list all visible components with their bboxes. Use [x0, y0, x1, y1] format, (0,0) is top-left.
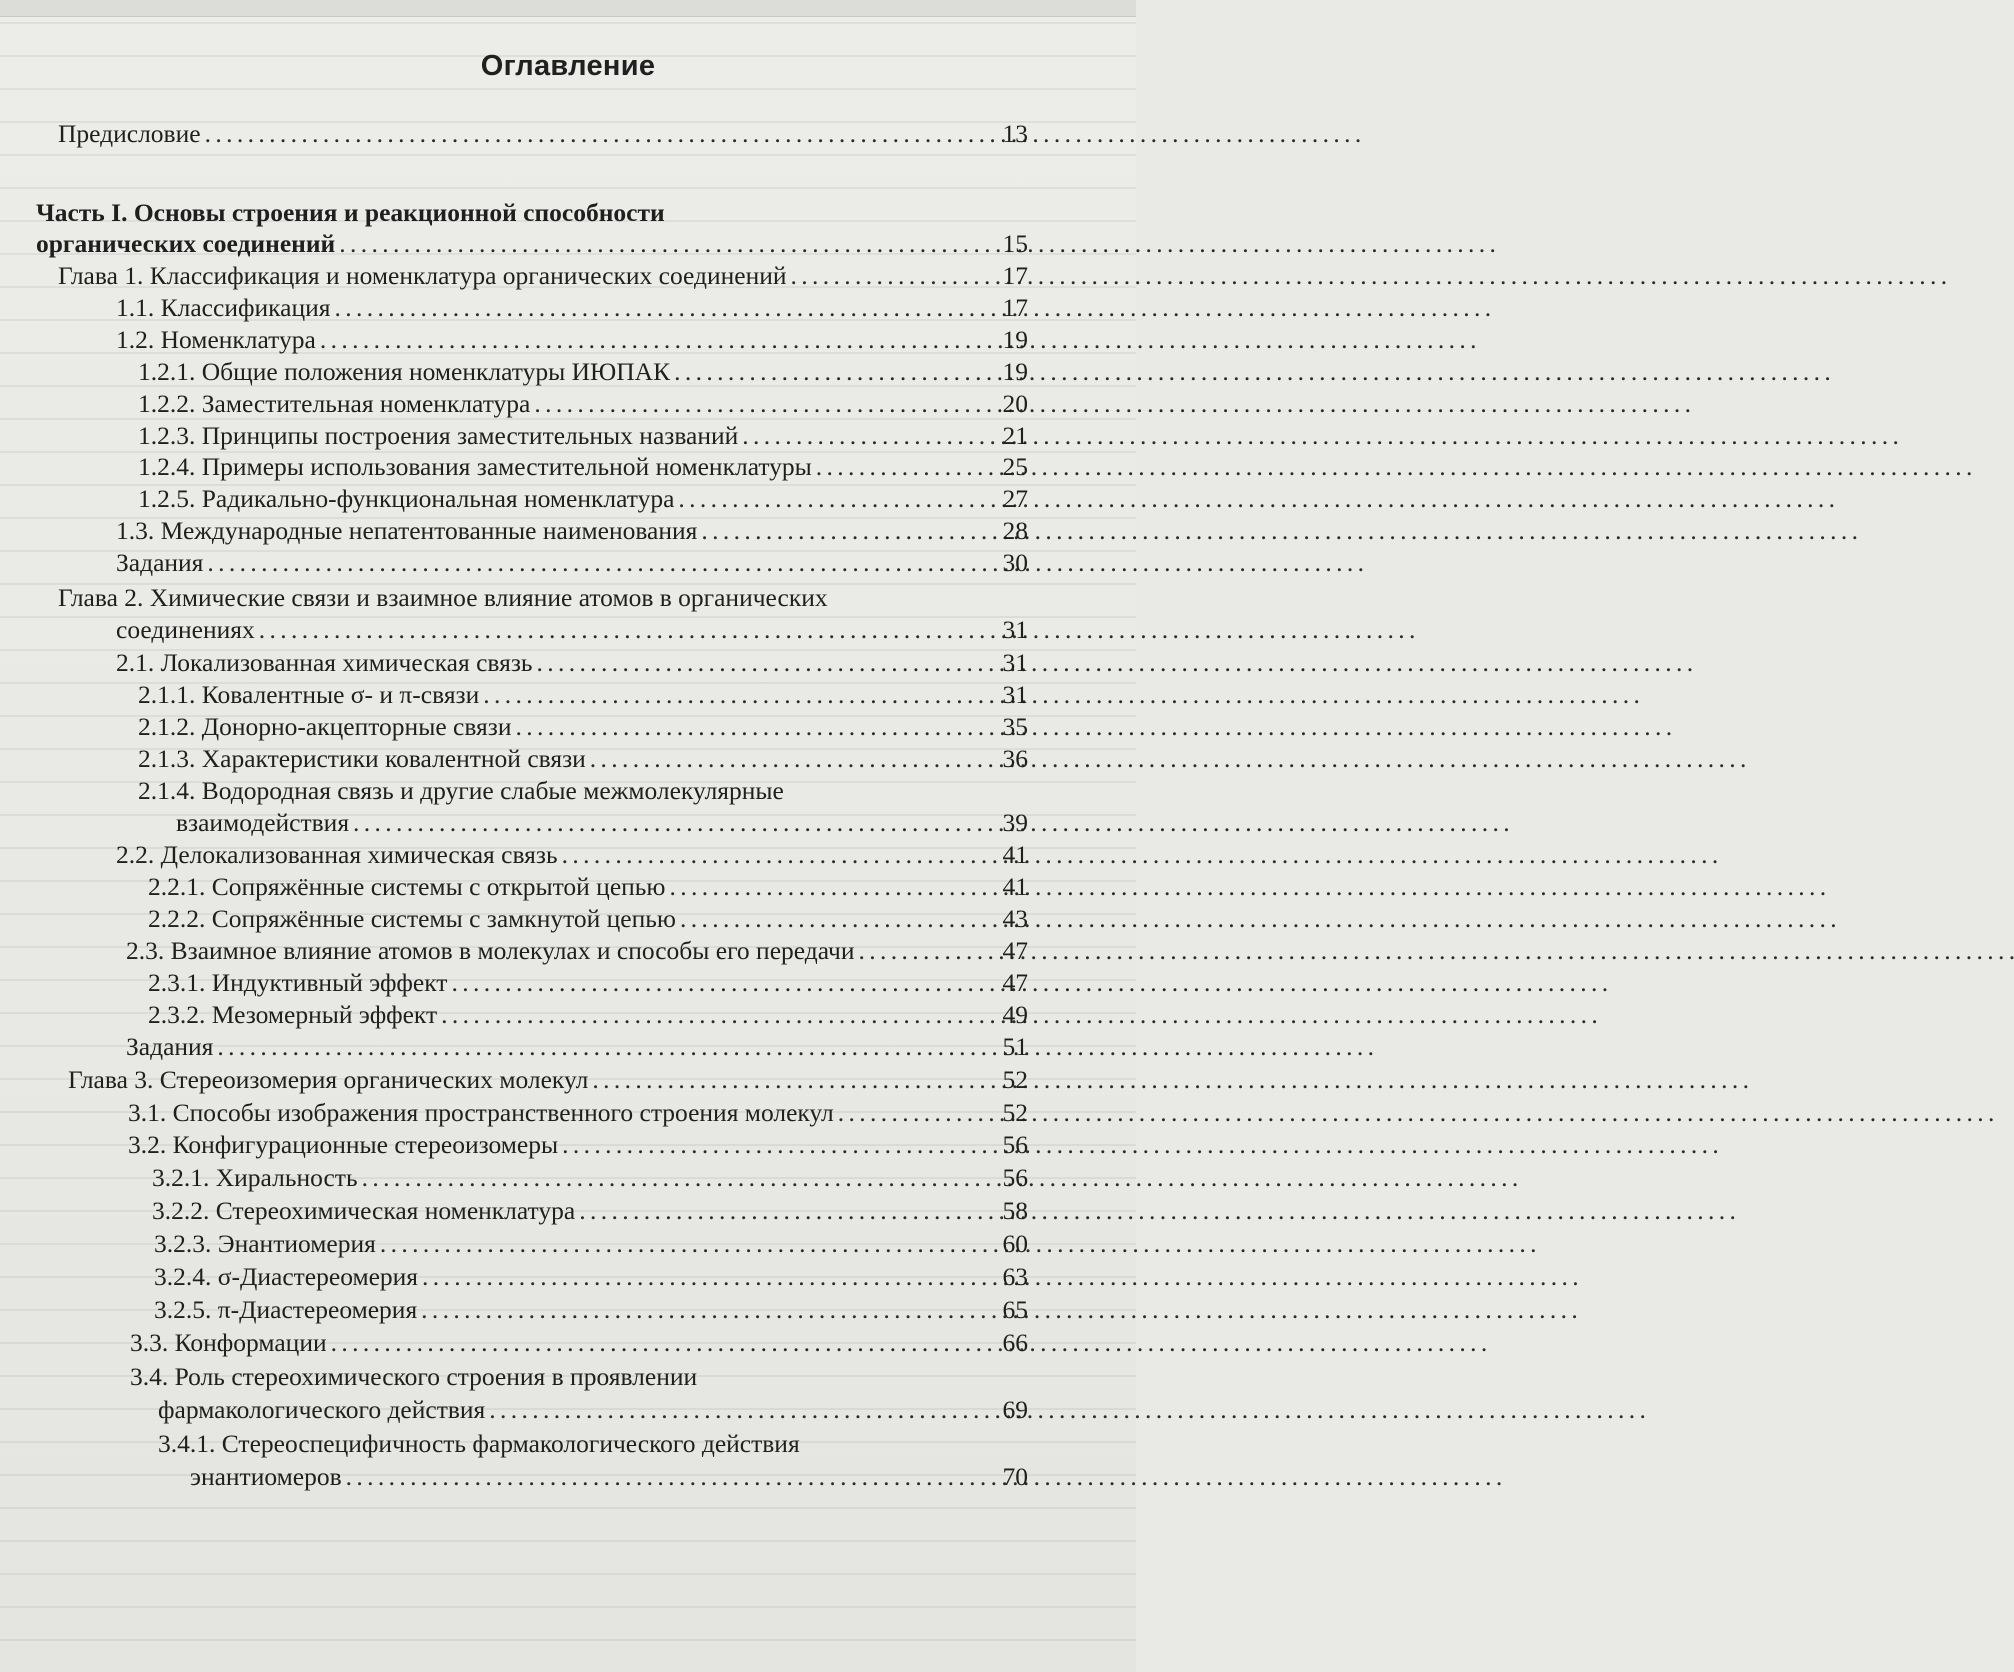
toc-entry-section: [116, 838, 1028, 871]
toc-entry-subsection: [152, 1161, 1028, 1194]
toc-page-number: 47: [1002, 936, 1028, 965]
toc-page-number: 31: [1002, 680, 1028, 709]
toc-section-title: 3.4. Роль стереохимического строения в проявлении: [130, 1362, 698, 1391]
toc-entry-title: 3.2.4. σ-Диастереомерия: [154, 1262, 419, 1291]
toc-entry-title: 2.1.3. Характеристики ковалентной связи: [138, 744, 586, 773]
dot-leader: [421, 1293, 986, 1326]
dot-leader: [320, 323, 986, 356]
dot-leader: [207, 546, 986, 579]
toc-entry-title: 2.1.1. Ковалентные σ- и π-связи: [138, 680, 480, 709]
dot-leader: [816, 450, 986, 483]
toc-page-number: 20: [1002, 389, 1028, 418]
toc-entry-title: фармакологического действия: [158, 1395, 486, 1424]
dot-leader: [592, 1063, 986, 1096]
dot-leader: [516, 710, 987, 743]
toc-page-number: 15: [1002, 229, 1028, 258]
toc-entry-title: 3.2.5. π-Диастереомерия: [154, 1295, 418, 1324]
toc-entry-chapter-3: [68, 1063, 1028, 1096]
toc-entry-title: 3.2.3. Энантиомерия: [154, 1229, 376, 1258]
toc-entry-title: соединениях: [116, 615, 255, 644]
toc-page-number: 41: [1002, 840, 1028, 869]
dot-leader: [742, 419, 986, 452]
dot-leader: [339, 227, 986, 260]
toc-page-number: 39: [1002, 808, 1028, 837]
toc-entry-subsection: [152, 1194, 1028, 1227]
toc-entry-subsection: [138, 482, 1028, 515]
toc-page-number: 30: [1002, 548, 1028, 577]
toc-page-number: 21: [1002, 421, 1028, 450]
toc-page-number: 25: [1002, 452, 1028, 481]
toc-entry-title: 2.3.1. Индуктивный эффект: [148, 968, 448, 997]
toc-page-number: 69: [1002, 1395, 1028, 1424]
toc-entry-section: [158, 1393, 1028, 1426]
toc-entry-section: [116, 646, 1028, 679]
toc-entry-title: 3.2.2. Стереохимическая номенклатура: [152, 1196, 576, 1225]
dot-leader: [346, 1460, 986, 1493]
toc-page-number: 60: [1002, 1229, 1028, 1258]
toc-entry-title: 1.2.3. Принципы построения заместительных названий: [138, 421, 739, 450]
toc-entry-section: [128, 1096, 1028, 1129]
toc-entry-title: 1.2.1. Общие положения номенклатуры ИЮПАК: [138, 357, 671, 386]
toc-page-number: 63: [1002, 1262, 1028, 1291]
toc-page-number: 19: [1002, 357, 1028, 386]
toc-entry-section: [128, 1128, 1028, 1161]
dot-leader: [217, 1030, 986, 1063]
dot-leader: [422, 1260, 986, 1293]
toc-page-number: 47: [1002, 968, 1028, 997]
toc-page-number: 52: [1002, 1065, 1028, 1094]
toc-entry-subsection: [138, 419, 1028, 452]
page-title: Оглавление: [480, 50, 656, 82]
dot-leader: [680, 902, 986, 935]
toc-entry-title: энантиомеров: [190, 1462, 342, 1491]
toc-entry-subsection: [176, 806, 1028, 839]
dot-leader: [353, 806, 986, 839]
toc-entry-title: 3.2.1. Хиральность: [152, 1163, 358, 1192]
toc-entry-section: [116, 291, 1028, 324]
dot-leader: [701, 514, 986, 547]
toc-entry-part-1: [36, 227, 1028, 260]
toc-entry-subsection: [138, 355, 1028, 388]
dot-leader: [380, 1227, 986, 1260]
toc-entry-title: 3.2. Конфигурационные стереоизомеры: [128, 1130, 559, 1159]
toc-entry-title: Предисловие: [58, 119, 201, 148]
toc-subsection-title: 3.4.1. Стереоспецифичность фармакологического действия: [158, 1429, 800, 1458]
toc-entry-chapter-2: [116, 613, 1028, 646]
toc-entry-subsection: [148, 902, 1028, 935]
dot-leader: [483, 678, 986, 711]
toc-entry-exercises: [126, 1030, 1028, 1063]
toc-page-number: 58: [1002, 1196, 1028, 1225]
dot-leader: [674, 355, 986, 388]
toc-entry-title: 2.3. Взаимное влияние атомов в молекулах и способы его передачи: [126, 936, 855, 965]
toc-chapter-title: Глава 2. Химические связи и взаимное влияние атомов в органических: [58, 583, 828, 612]
toc-entry-title: Задания: [126, 1032, 214, 1061]
toc-part-title: Часть I. Основы строения и реакционной способности: [36, 198, 665, 227]
toc-entry-exercises: [116, 546, 1028, 579]
toc-entry-title: Задания: [116, 548, 204, 577]
toc-entry-title: 2.2.2. Сопряжённые системы с замкнутой цепью: [148, 904, 676, 933]
toc-entry-subsection: [138, 710, 1028, 743]
toc-entry-title: 1.3. Международные непатентованные наименования: [116, 516, 698, 545]
toc-page-number: 52: [1002, 1098, 1028, 1127]
toc-page-number: 28: [1002, 516, 1028, 545]
toc-entry-title: взаимодействия: [176, 808, 350, 837]
toc-page-number: 17: [1002, 293, 1028, 322]
toc-entry-preface: [58, 117, 1028, 150]
dot-leader: [579, 1194, 986, 1227]
dot-leader: [537, 646, 986, 679]
toc-entry-title: 1.1. Классификация: [116, 293, 331, 322]
toc-entry-title: 1.2.4. Примеры использования заместительной номенклатуры: [138, 452, 812, 481]
toc-page-number: 27: [1002, 484, 1028, 513]
dot-leader: [562, 838, 986, 871]
toc-entry-section: [116, 323, 1028, 356]
toc-entry-title: 3.1. Способы изображения пространственного строения молекул: [128, 1098, 834, 1127]
dot-leader: [451, 966, 986, 999]
dot-leader: [441, 998, 986, 1031]
toc-page-number: 19: [1002, 325, 1028, 354]
dot-leader: [534, 387, 986, 420]
dot-leader: [859, 934, 987, 967]
dot-leader: [791, 259, 986, 292]
toc-page-number: 17: [1002, 261, 1028, 290]
toc-entry-title: 2.2.1. Сопряжённые системы с открытой цепью: [148, 872, 666, 901]
toc-entry-subsection: [138, 450, 1028, 483]
dot-leader: [590, 742, 986, 775]
toc-entry-subsection: [154, 1293, 1028, 1326]
dot-leader: [838, 1096, 986, 1129]
dot-leader: [678, 482, 986, 515]
toc-page-number: 43: [1002, 904, 1028, 933]
toc-entry-title: 3.3. Конформации: [130, 1328, 327, 1357]
toc-entry-title: 2.2. Делокализованная химическая связь: [116, 840, 558, 869]
toc-page-number: 35: [1002, 712, 1028, 741]
toc-entry-subsection: [148, 870, 1028, 903]
toc-page-number: 36: [1002, 744, 1028, 773]
toc-entry-title: 2.1. Локализованная химическая связь: [116, 648, 533, 677]
toc-page-number: 70: [1002, 1462, 1028, 1491]
toc-page-number: 49: [1002, 1000, 1028, 1029]
toc-entry-subsection: [148, 966, 1028, 999]
dot-leader: [259, 613, 986, 646]
toc-page-number: 51: [1002, 1032, 1028, 1061]
dot-leader: [362, 1161, 986, 1194]
toc-page-number: 66: [1002, 1328, 1028, 1357]
toc-page-number: 31: [1002, 615, 1028, 644]
dot-leader: [562, 1128, 986, 1161]
toc-subsection-title: 2.1.4. Водородная связь и другие слабые межмолекулярные: [138, 776, 784, 805]
dot-leader: [334, 291, 986, 324]
toc-entry-subsection: [154, 1227, 1028, 1260]
toc-entry-title: органических соединений: [36, 229, 336, 258]
toc-entry-title: Глава 3. Стереоизомерия органических молекул: [68, 1065, 589, 1094]
dot-leader: [669, 870, 986, 903]
toc-entry-section: [126, 934, 1028, 967]
toc-entry-subsection: [154, 1260, 1028, 1293]
toc-page-number: 31: [1002, 648, 1028, 677]
toc-entry-section: [116, 514, 1028, 547]
toc-page-number: 56: [1002, 1163, 1028, 1192]
toc-page-number: 56: [1002, 1130, 1028, 1159]
toc-page-number: 65: [1002, 1295, 1028, 1324]
dot-leader: [489, 1393, 986, 1426]
toc-page-number: 41: [1002, 872, 1028, 901]
toc-entry-title: 1.2.2. Заместительная номенклатура: [138, 389, 531, 418]
toc-entry-title: 2.1.2. Донорно-акцепторные связи: [138, 712, 512, 741]
toc-entry-section: [130, 1326, 1028, 1359]
toc-entry-title: 2.3.2. Мезомерный эффект: [148, 1000, 438, 1029]
toc-page-number: 13: [1002, 119, 1028, 148]
toc-entry-subsection: [138, 387, 1028, 420]
toc-entry-title: Глава 1. Классификация и номенклатура органических соединений: [58, 261, 787, 290]
toc-entry-chapter-1: [58, 259, 1028, 292]
toc-entry-subsection: [190, 1460, 1028, 1493]
toc-entry-subsection: [138, 678, 1028, 711]
toc-entry-title: 1.2. Номенклатура: [116, 325, 316, 354]
dot-leader: [205, 117, 986, 150]
toc-entry-title: 1.2.5. Радикально-функциональная номенклатура: [138, 484, 675, 513]
dot-leader: [331, 1326, 986, 1359]
toc-entry-subsection: [138, 742, 1028, 775]
toc-entry-subsection: [148, 998, 1028, 1031]
